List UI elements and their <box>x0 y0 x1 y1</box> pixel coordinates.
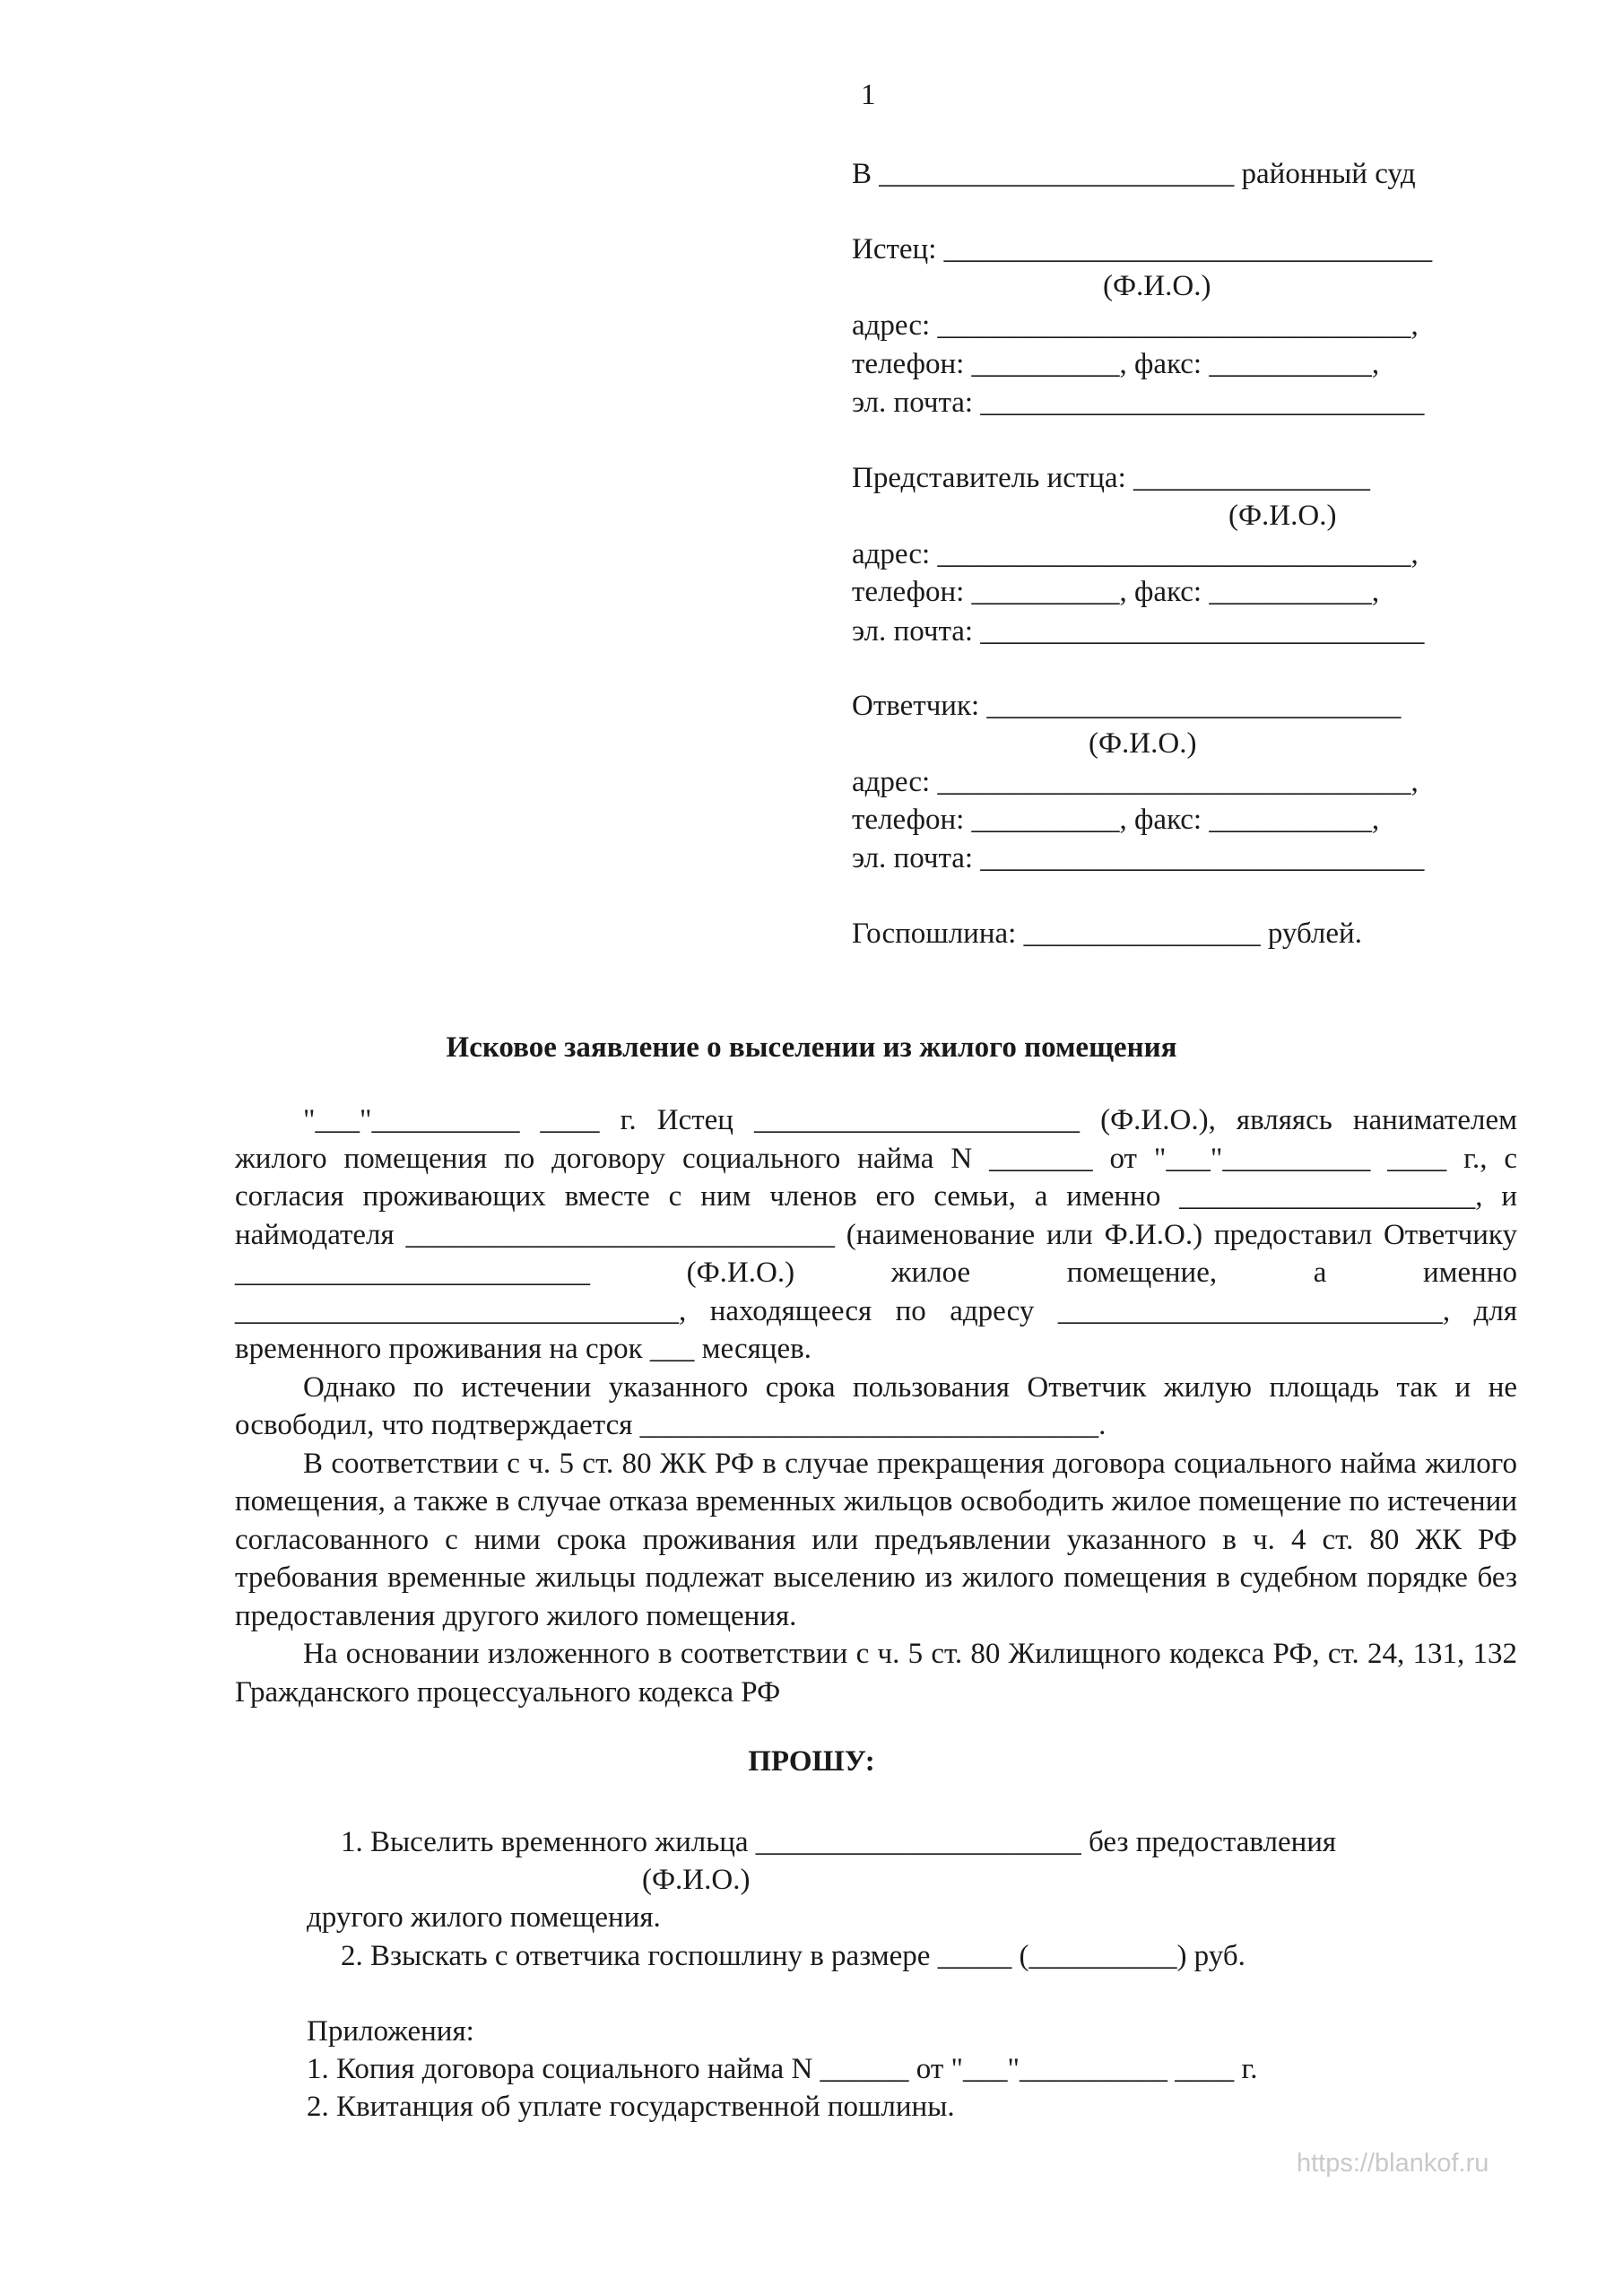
representative-email-line: эл. почта: ______________________________ <box>852 615 1425 648</box>
representative-address-line: адрес: ________________________________, <box>852 538 1419 570</box>
request-item-2: 2. Взыскать с ответчика госпошлину в размере _____ (__________) руб. <box>341 1940 1245 1972</box>
attachment-item-1: 1. Копия договора социального найма N ______ от "___"__________ ____ г. <box>307 2053 1258 2085</box>
request-heading: ПРОШУ: <box>748 1745 875 1778</box>
body-paragraph-1: "___"__________ ____ г. Истец ______________________ (Ф.И.О.), являясь нанимателем жилого помещения по договору социального найма N _______ от "___"__________ ____ г., с согласия проживающих вместе с ним членов его семьи, а именно ____________________, и наймодателя _____________________________ (наименование или Ф.И.О.) предоставил Ответчику ________________________ (Ф.И.О.) жилое помещение, а именно ______________________________, находящееся по адресу __________________________, для временного проживания на срок ___ месяцев. <box>235 1104 1517 1365</box>
representative-phone-line: телефон: __________, факс: ___________, <box>852 576 1380 608</box>
representative-line: Представитель истца: ________________ <box>852 462 1370 494</box>
court-line: В ________________________ районный суд <box>852 158 1416 190</box>
body-paragraph-4: На основании изложенного в соответствии с ч. 5 ст. 80 Жилищного кодекса РФ, ст. 24, 131, 132 Гражданского процессуального кодекса РФ <box>235 1638 1517 1709</box>
plaintiff-phone-line: телефон: __________, факс: ___________, <box>852 348 1380 380</box>
source-watermark: https://blankof.ru <box>1297 2149 1489 2178</box>
claim-body <box>235 1101 1517 1711</box>
fee-line: Госпошлина: ________________ рублей. <box>852 918 1362 950</box>
request-item-1-continuation: другого жилого помещения. <box>307 1901 661 1934</box>
request-item-1: 1. Выселить временного жильца ______________________ без предоставления <box>341 1826 1337 1858</box>
defendant-email-line: эл. почта: ______________________________ <box>852 842 1425 874</box>
body-paragraph-3: В соответствии с ч. 5 ст. 80 ЖК РФ в случае прекращения договора социального найма жилого помещения, а также в случае отказа временных жильцов освободить жилое помещение по истечении согласованного с ними срока проживания или предъявлении указанного в ч. 4 ст. 80 ЖК РФ требования временные жильцы подлежат выселению из жилого помещения в судебном порядке без предоставления другого жилого помещения. <box>235 1447 1517 1632</box>
attachment-item-2: 2. Квитанция об уплате государственной пошлины. <box>307 2091 955 2123</box>
defendant-line: Ответчик: ____________________________ <box>852 690 1402 722</box>
plaintiff-line: Истец: _________________________________ <box>852 233 1433 265</box>
request-item-1-fio-caption: (Ф.И.О.) <box>642 1864 751 1896</box>
defendant-fio-caption: (Ф.И.О.) <box>1089 727 1197 760</box>
defendant-phone-line: телефон: __________, факс: ___________, <box>852 804 1380 836</box>
plaintiff-address-line: адрес: ________________________________, <box>852 309 1419 342</box>
representative-fio-caption: (Ф.И.О.) <box>1228 500 1337 532</box>
body-paragraph-2: Однако по истечении указанного срока пользования Ответчик жилую площадь так и не освободил, что подтверждается _______________________________. <box>235 1370 1517 1441</box>
defendant-address-line: адрес: ________________________________, <box>852 766 1419 798</box>
document-title: Исковое заявление о выселении из жилого помещения <box>446 1031 1177 1064</box>
plaintiff-email-line: эл. почта: ______________________________ <box>852 387 1425 419</box>
page-number: 1 <box>861 79 876 111</box>
plaintiff-fio-caption: (Ф.И.О.) <box>1103 270 1211 302</box>
attachments-heading: Приложения: <box>307 2015 474 2048</box>
